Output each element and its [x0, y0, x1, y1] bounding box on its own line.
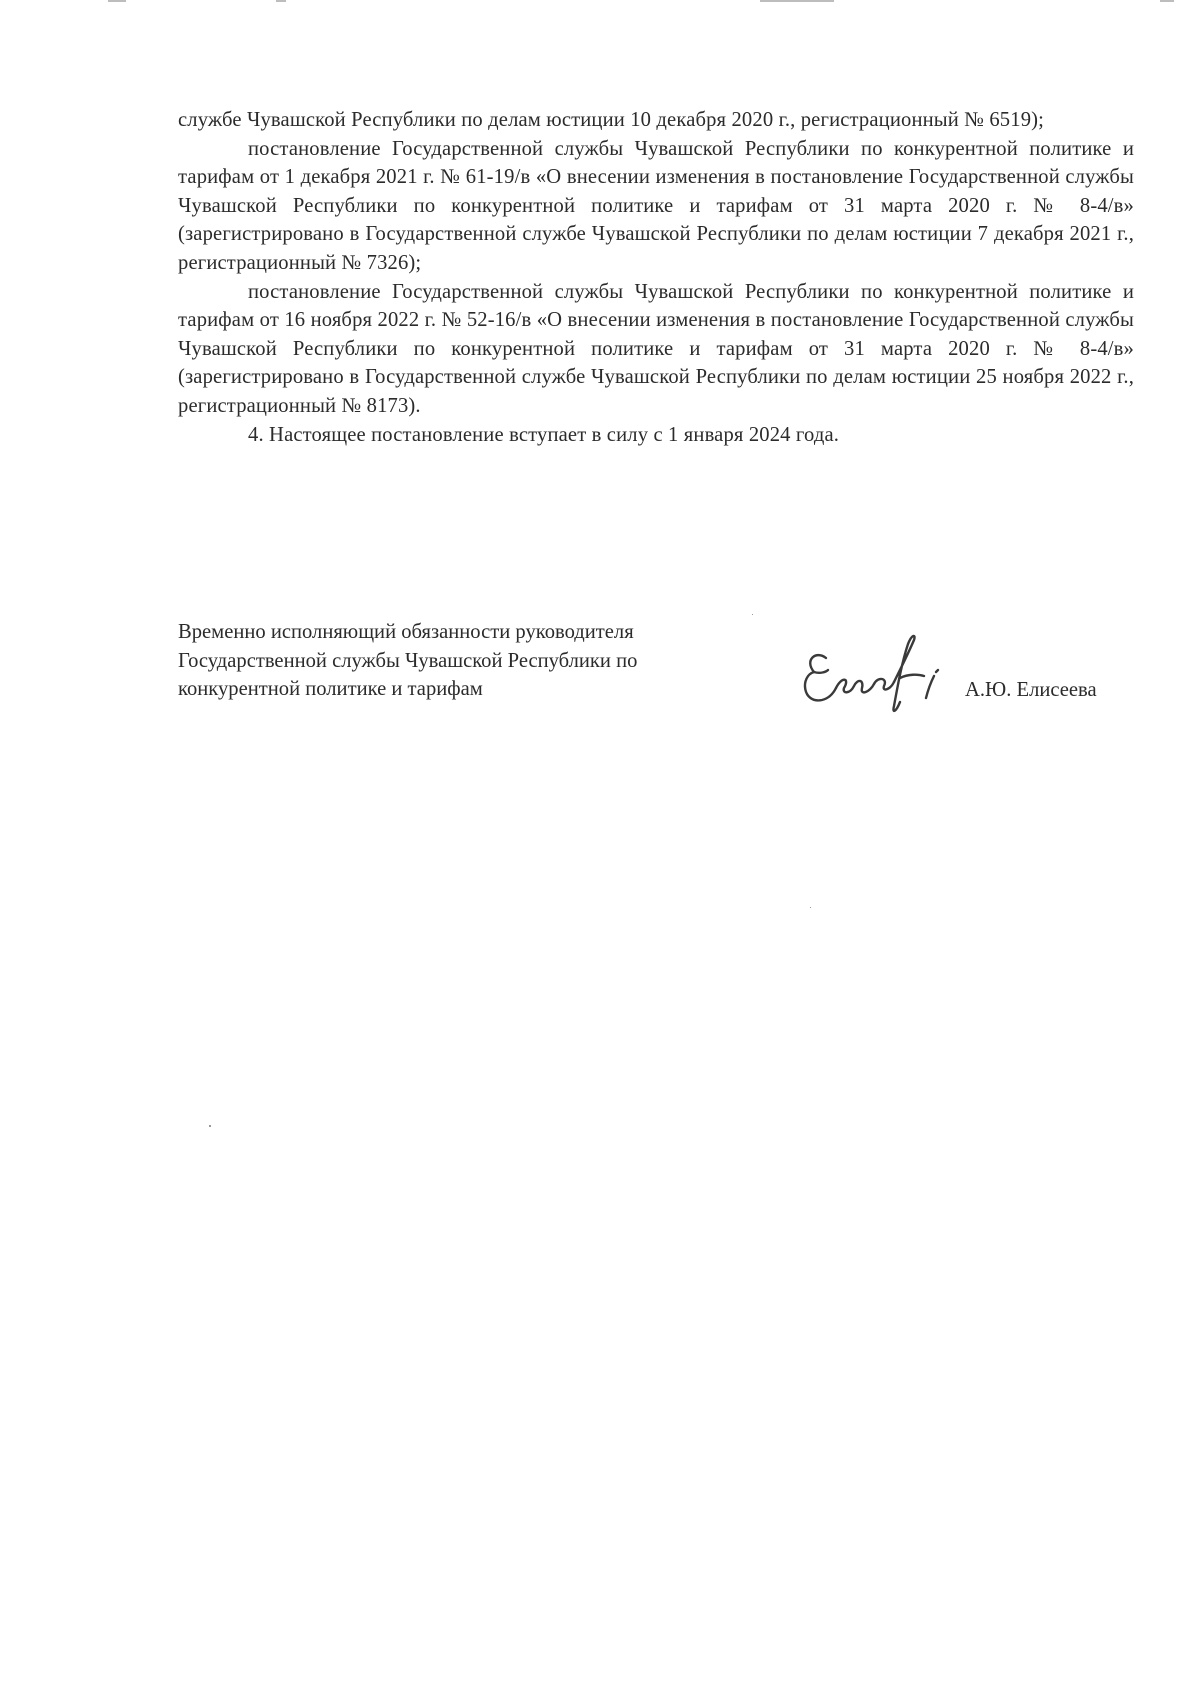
document-body — [178, 106, 1134, 449]
signer-position-line: Государственной службы Чувашской Республики по — [178, 649, 638, 672]
signature-block — [178, 618, 1158, 728]
signer-position — [178, 618, 738, 704]
paragraph-2: постановление Государственной службы Чувашской Республики по конкурентной политике и тарифам от 1 декабря 2021 г. № 61-19/в «О внесении изменения в постановление Государственной службы Чувашской Республики по конкурентной политике и тарифам от 31 марта 2020 г. № 8-4/в» (зарегистрировано в Государственной службе Чувашской Республики по делам юстиции 7 декабря 2021 г., регистрационный № 7326); — [178, 137, 1134, 274]
scan-speck — [810, 907, 811, 908]
scan-speck — [752, 614, 753, 615]
signer-position-line: конкурентной политике и тарифам — [178, 678, 483, 701]
paragraph-3: постановление Государственной службы Чувашской Республики по конкурентной политике и тарифам от 16 ноября 2022 г. № 52-16/в «О внесении изменения в постановление Государственной службы Чувашской Республики по конкурентной политике и тарифам от 31 марта 2020 г. № 8-4/в» (зарегистрировано в Государственной службе Чувашской Республики по делам юстиции 25 ноября 2022 г., регистрационный № 8173). — [178, 280, 1134, 417]
paragraph-4: 4. Настоящее постановление вступает в силу с 1 января 2024 года. — [248, 423, 840, 446]
signer-name: А.Ю. Елисеева — [965, 679, 1097, 701]
paragraph-1: службе Чувашской Республики по делам юстиции 10 декабря 2020 г., регистрационный № 6519); — [178, 109, 1045, 131]
scan-edge-artifacts — [0, 0, 1200, 4]
scan-speck — [209, 1125, 211, 1127]
signer-position-line: Временно исполняющий обязанности руководителя — [178, 621, 634, 643]
handwritten-signature — [796, 628, 966, 718]
